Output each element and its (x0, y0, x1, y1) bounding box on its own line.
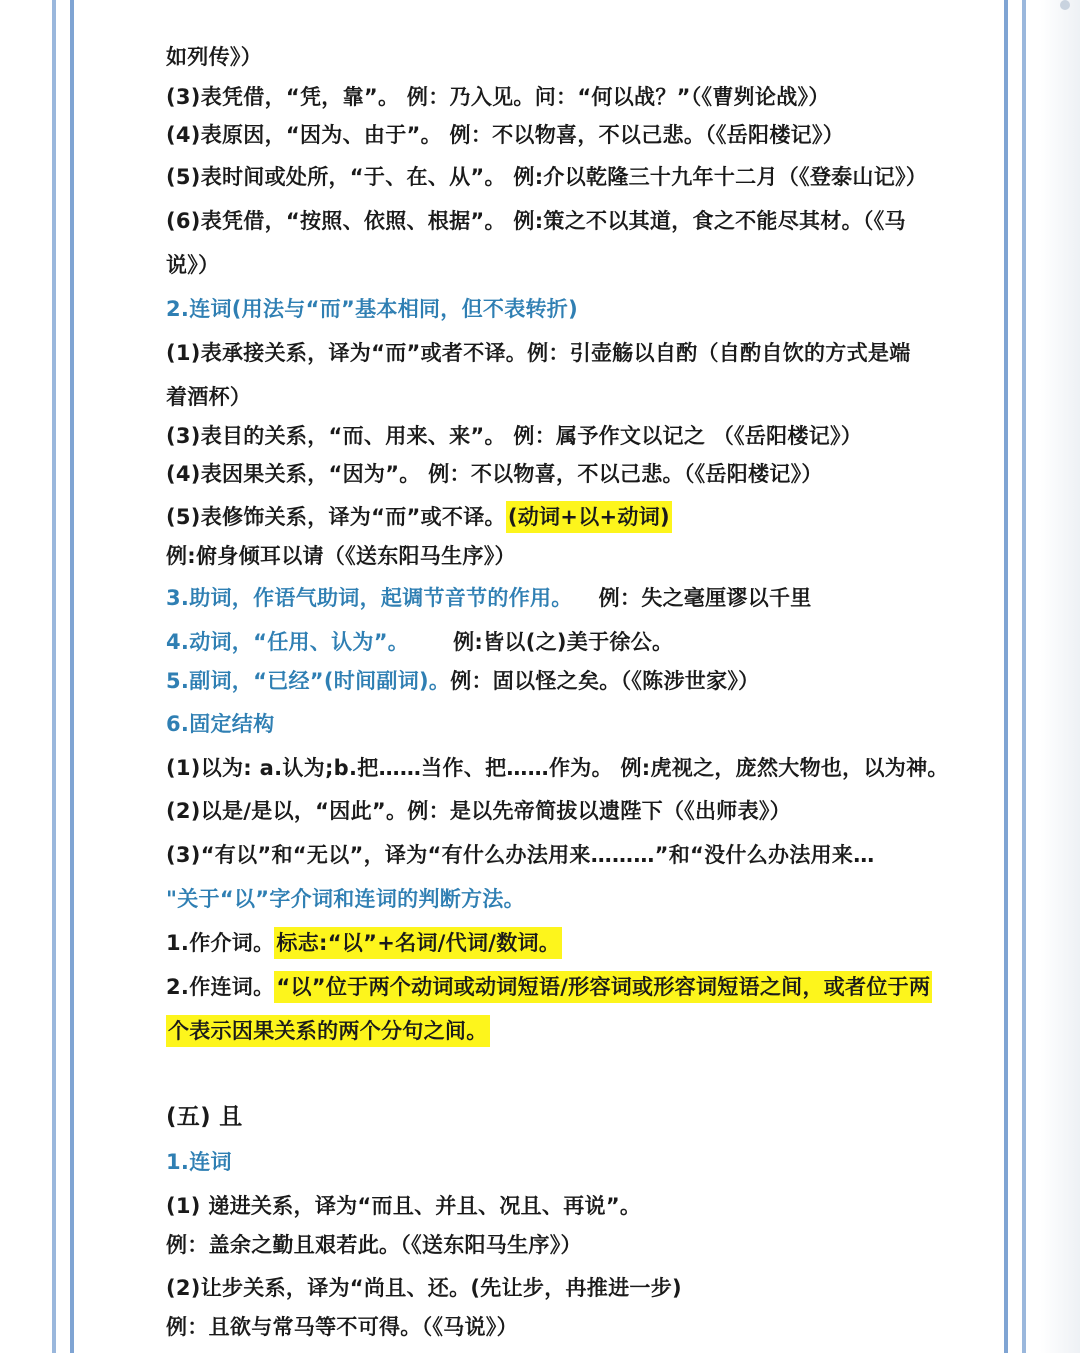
text-line: 着酒杯） (166, 385, 252, 409)
highlighted-text: 标志:“以”+名词/代词/数词。 (274, 927, 562, 959)
section-heading: 3.助词，作语气助词，起调节音节的作用。 (166, 586, 573, 610)
text-line (166, 928, 562, 958)
text-line: (2)让步关系，译为“尚且、还。(先让步，冉推进一步) (166, 1276, 682, 1300)
text-line (166, 627, 673, 657)
text-line: (4)表因果关系，“因为”。 例：不以物喜，不以己悲。（《岳阳楼记》） (166, 462, 823, 486)
page-border-right-inner (1004, 0, 1008, 1353)
text-line: (3)表目的关系，“而、用来、来”。 例：属予作文以记之 （《岳阳楼记》） (166, 424, 863, 448)
text-line: (1)表承接关系，译为“而”或者不译。例：引壶觞以自酌（自酌自饮的方式是端 (166, 341, 911, 365)
text-line: (5)表时间或处所，“于、在、从”。 例:介以乾隆三十九年十二月（《登泰山记》） (166, 165, 928, 189)
text-line: 例:俯身倾耳以请（《送东阳马生序》） (166, 544, 516, 568)
scroll-gutter (1040, 0, 1080, 1353)
text-line: (1)以为: a.认为;b.把……当作、把……作为。 例:虎视之，庞然大物也，以为神。 (166, 756, 949, 780)
text-line: (3)“有以”和“无以”，译为“有什么办法用来………”和“没什么办法用来… (166, 843, 875, 867)
highlighted-text: “以”位于两个动词或动词短语/形容词或形容词短语之间，或者位于两 (274, 971, 932, 1003)
text-line (166, 666, 760, 696)
page-border-right-outer (1022, 0, 1026, 1353)
text-line (166, 583, 812, 613)
text-segment: (5)表修饰关系，译为“而”或不译。 (166, 505, 506, 529)
text-line: 说》） (166, 253, 220, 277)
section-heading: 2.连词(用法与“而”基本相同，但不表转折) (166, 297, 578, 321)
text-line: 例：且欲与常马等不可得。（《马说》） (166, 1315, 518, 1339)
text-segment: 例:皆以(之)美于徐公。 (453, 630, 674, 654)
scrollbar-thumb[interactable] (1060, 0, 1070, 10)
highlighted-text: 个表示因果关系的两个分句之间。 (166, 1015, 490, 1047)
text-line: (3)表凭借，“凭，靠”。 例：乃入见。问：“何以战？”（《曹刿论战》） (166, 85, 830, 109)
section-heading: 6.固定结构 (166, 712, 275, 736)
text-line: (1) 递进关系，译为“而且、并且、况且、再说”。 (166, 1194, 642, 1218)
highlighted-text: (动词+以+动词) (506, 501, 672, 533)
text-segment: 1.作介词。 (166, 931, 275, 955)
section-heading: 5.副词，“已经”(时间副词)。 (166, 669, 451, 693)
text-line: 如列传》） (166, 45, 262, 69)
section-heading: 1.连词 (166, 1150, 232, 1174)
section-title: (五) 且 (166, 1104, 243, 1130)
text-segment: 例：失之毫厘谬以千里 (598, 586, 812, 610)
section-heading: "关于“以”字介词和连词的判断方法。 (166, 887, 525, 911)
text-line (166, 502, 672, 532)
text-line: (2)以是/是以，“因此”。例：是以先帝简拔以遗陛下（《出师表》） (166, 799, 791, 823)
text-line (166, 1016, 490, 1046)
page-border-left-outer (52, 0, 56, 1353)
text-segment: 例：固以怪之矣。（《陈涉世家》） (450, 669, 760, 693)
text-segment: 2.作连词。 (166, 975, 275, 999)
page-border-left-inner (70, 0, 74, 1353)
text-line (166, 972, 932, 1002)
section-heading: 4.动词，“任用、认为”。 (166, 630, 410, 654)
text-line: (6)表凭借，“按照、依照、根据”。 例:策之不以其道，食之不能尽其材。（《马 (166, 209, 906, 233)
text-line: 例：盖余之勤且艰若此。（《送东阳马生序》） (166, 1233, 582, 1257)
text-line: (4)表原因，“因为、由于”。 例：不以物喜，不以己悲。（《岳阳楼记》） (166, 123, 845, 147)
